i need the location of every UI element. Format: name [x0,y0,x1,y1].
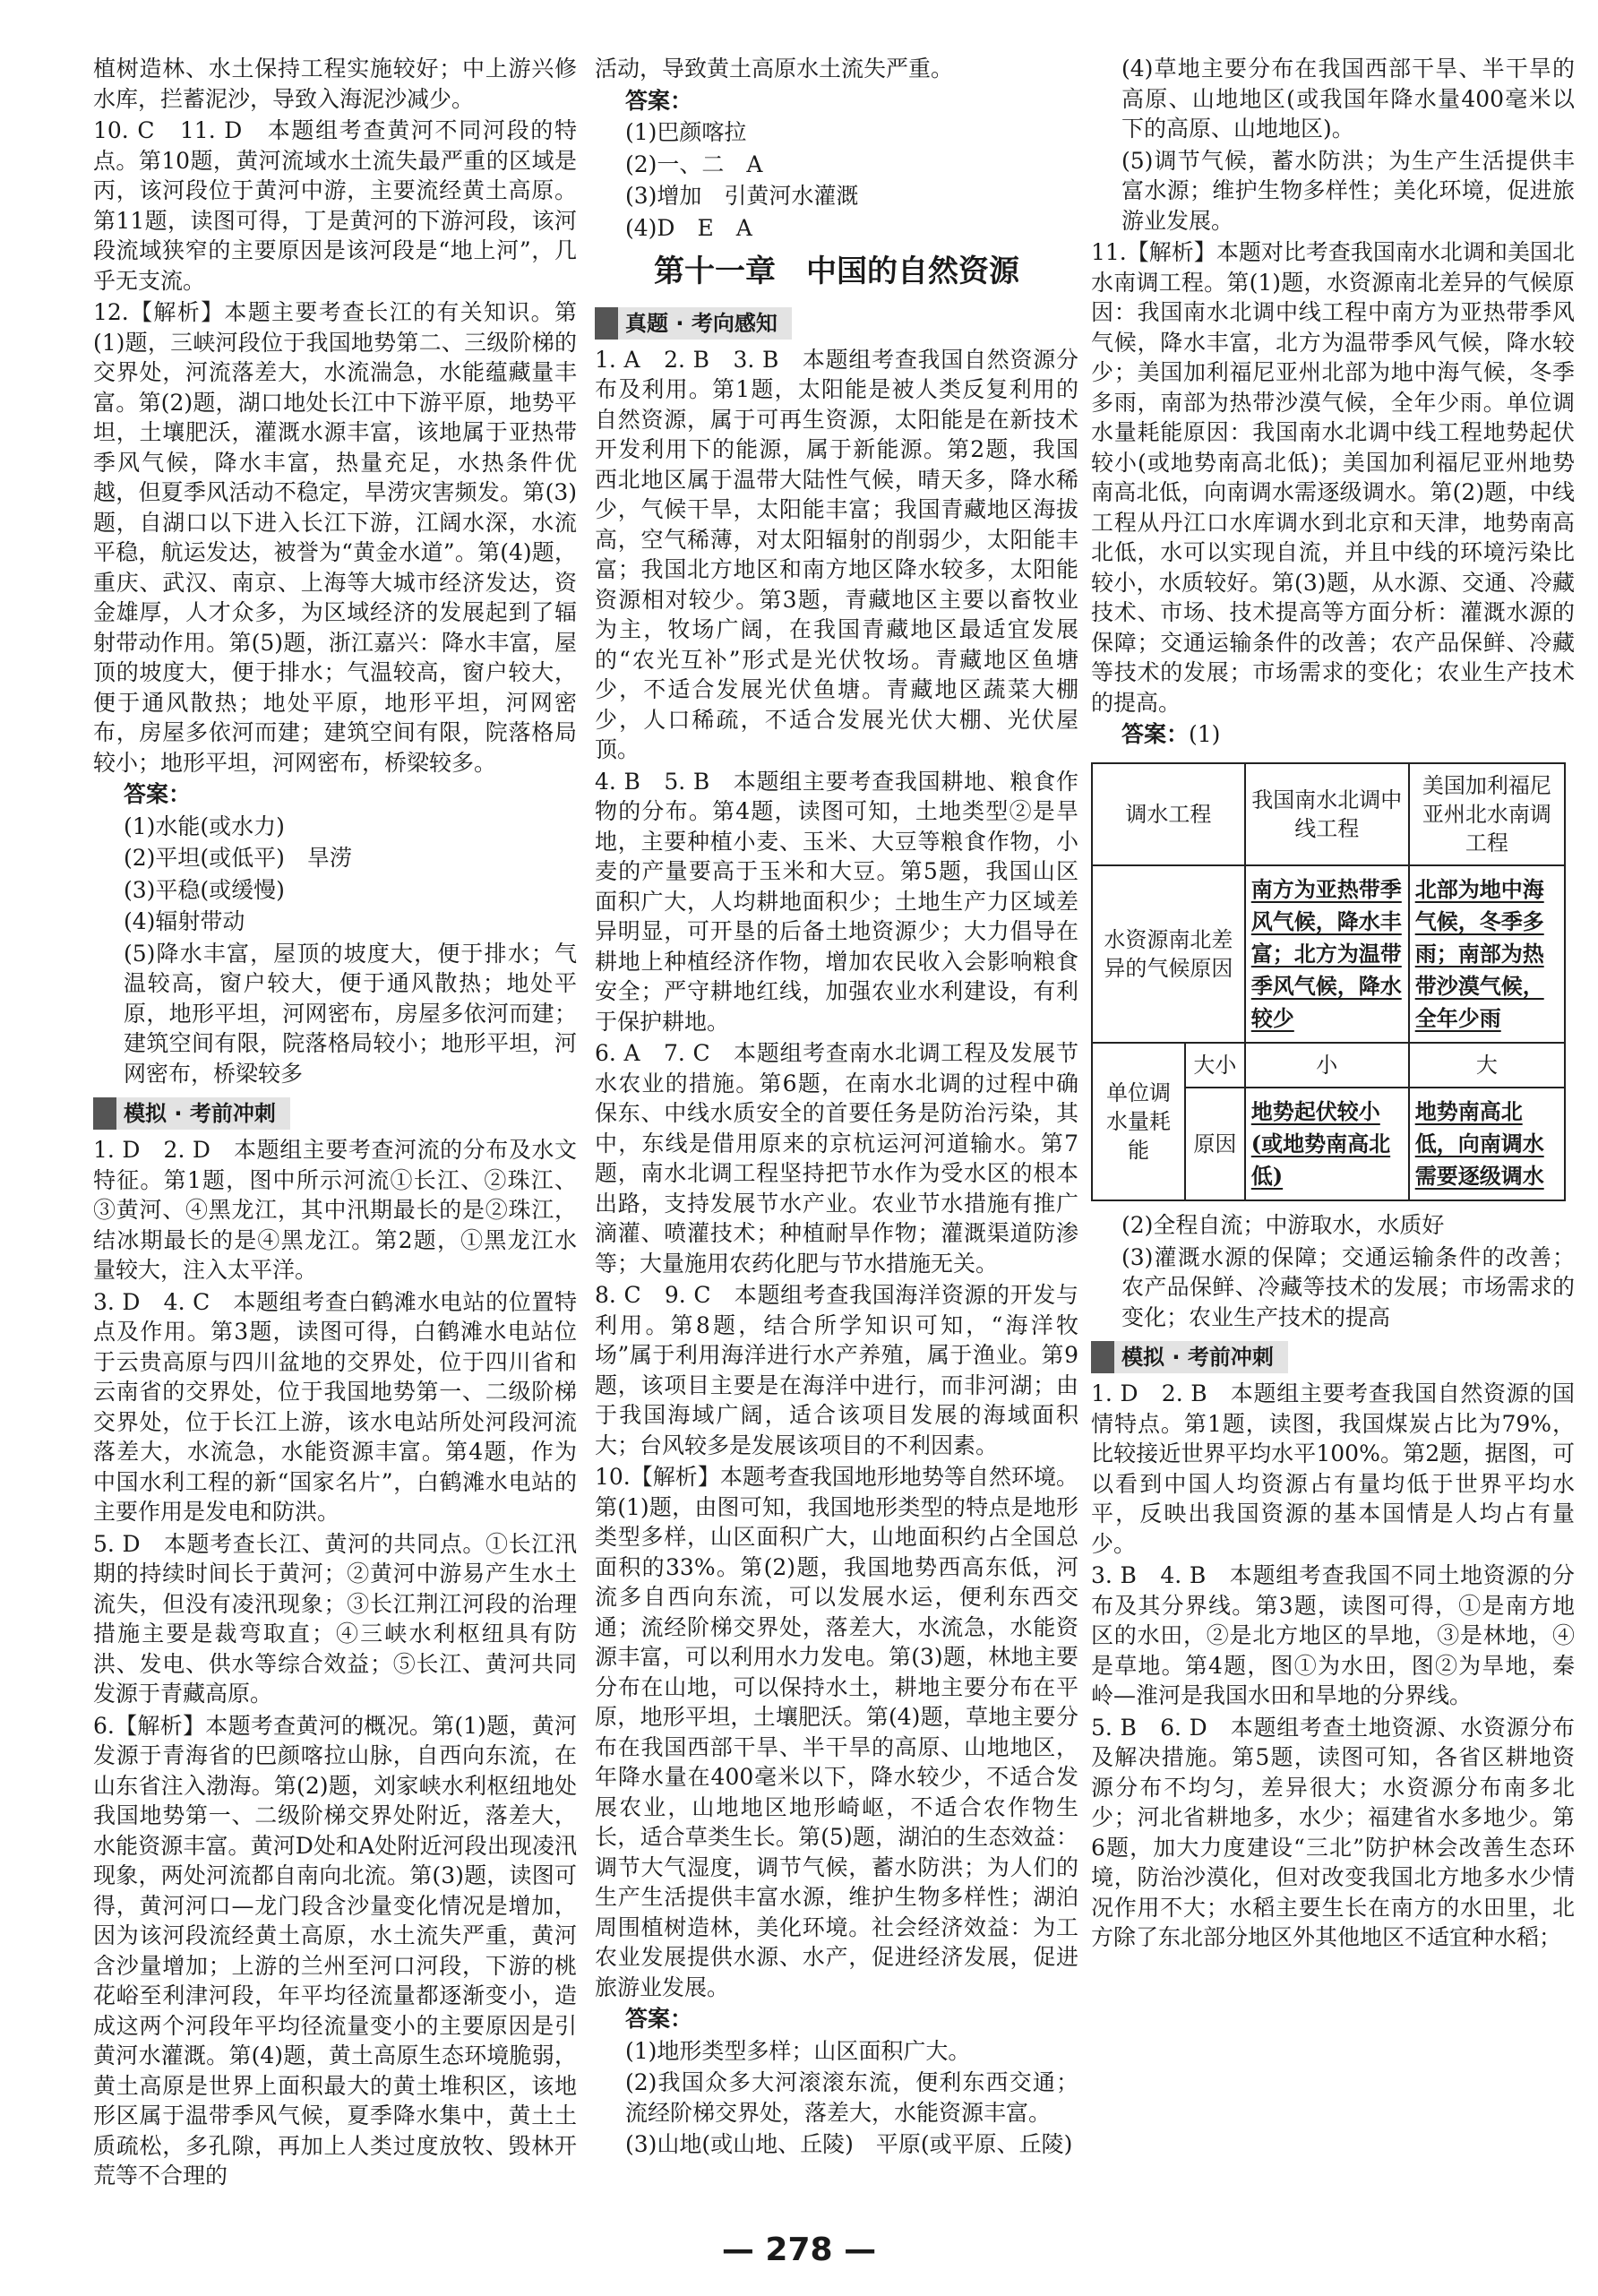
comparison-table [1091,762,1566,1202]
answer-1-3: 1. A 2. B 3. B 本题组考查我国自然资源分布及利用。第1题，太阳能是被人类反复利用的自然资源，属于可再生资源，太阳能是在新技术开发利用下的能源，属于新能源。第2题，我国西北地区属于温带大陆性气候，晴天多，降水稀少，气候干旱，太阳能丰富；我国青藏地区海拔高，空气稀薄，对太阳辐射的削弱少，太阳能丰富；我国北方地区和南方地区降水较多，太阳能资源相对较少。第3题，青藏地区主要以畜牧业为主，牧场广阔，在我国青藏地区最适宜发展的“农光互补”形式是光伏牧场。青藏地区鱼塘少，不适合发展光伏鱼塘。青藏地区蔬菜大棚少，人口稀疏，不适合发展光伏大棚、光伏屋顶。 [595,346,1078,763]
paragraph: 植树造林、水土保持工程实施较好；中上游兴修水库，拦蓄泥沙，导致入海泥沙减少。 [93,56,577,112]
answer-label-text: 答案： [1121,721,1190,747]
answer-line: (5)调节气候，蓄水防洪；为生产生活提供丰富水源；维护生物多样性；美化环境，促进旅游业发展。 [1121,147,1575,234]
table-row [1092,763,1565,865]
table-row [1092,865,1565,1043]
table-header-cell: 美国加利福尼亚州北水南调工程 [1409,763,1565,865]
answer-line: (3)增加 引黄河水灌溉 [625,183,859,209]
answer-line: (4)草地主要分布在我国西部干旱、半干旱的高原、山地地区(或我国年降水量400毫米以下的高原、山地地区)。 [1121,56,1575,142]
section-tag-mock: 模拟 · 考前冲刺 [93,1097,290,1130]
answer-line: (5)降水丰富，屋顶的坡度大，便于排水；气温较高，窗户较大，便于通风散热；地处平原，地形平坦，河网密布，房屋多依河而建；建筑空间有限，院落格局较小；地形平坦，河网密布，桥梁较多 [124,940,577,1087]
mock-answer-1-2: 1. D 2. B 本题组主要考查我国自然资源的国情特点。第1题，读图，我国煤炭占比为79%，比较接近世界平均水平100%。第2题，据图，可以看到中国人均资源占有量均低于世界平均水平，反映出我国资源的基本国情是人均占有量少。 [1091,1380,1575,1557]
column-middle [595,54,1078,2162]
answer-line: (2)全程自流；中游取水，水质好 [1121,1212,1445,1239]
mock-answer-3-4: 3. B 4. B 本题组考查我国不同土地资源的分布及其分界线。第3题，读图可得，①是南方地区的水田，②是北方地区的旱地，③是林地，④是草地。第4题，图①为水田，图②为旱地，秦岭—淮河是我国水田和旱地的分界线。 [1091,1562,1575,1709]
table-header-cell: 我国南水北调中线工程 [1245,763,1409,865]
table-cell: 单位调水量耗能 [1092,1043,1185,1200]
answer-line: (4)辐射带动 [124,908,245,934]
mock-answer-5-6: 5. B 6. D 本题组考查土地资源、水资源分布及解决措施。第5题，读图可知，各省区耕地资源分布不均匀，差异很大；水资源分布南多北少；河北省耕地多，水少；福建省水多地少。第6题，加大力度建设“三北”防护林会改善生态环境，防治沙漠化，但对改变我国北方地多水少情况作用不大；水稻主要生长在南方的水田里，北方除了东北部分地区外其他地区不适宜种水稻； [1091,1714,1575,1951]
table-cell: 北部为地中海气候，冬季多雨；南部为热带沙漠气候，全年少雨 [1409,865,1565,1043]
table-cell: 原因 [1185,1088,1245,1200]
answer-label: 答案： [625,87,693,114]
answer-11-analysis: 11.【解析】本题对比考查我国南水北调和美国北水南调工程。第(1)题，水资源南北差异的气候原因：我国南水北调中线工程中南方为亚热带季风气候，降水丰富，北方为温带季风气候，降水较少；美国加利福尼亚州北部为地中海气候，冬季多雨，南部为热带沙漠气候，全年少雨。单位调水量耗能原因：我国南水北调中线工程地势起伏较小(或地势南高北低)；美国加利福尼亚州地势南高北低，向南调水需逐级调水。第(2)题，中线工程从丹江口水库调水到北京和天津，地势南高北低，水可以实现自流，并且中线的环境污染比较小，水质较好。第(3)题，从水源、交通、冷藏技术、市场、技术提高等方面分析：灌溉水源的保障；交通运输条件的改善；农产品保鲜、冷藏等技术的发展；市场需求的变化；农业生产技术的提高。 [1091,239,1575,716]
section-tag-mock: 模拟 · 考前冲刺 [1091,1341,1288,1373]
column-left [93,54,577,2193]
answer-line: (1)水能(或水力) [124,813,285,839]
table-cell: 小 [1245,1043,1409,1088]
table-cell: 南方为亚热带季风气候，降水丰富；北方为温带季风气候，降水较少 [1245,865,1409,1043]
answer-line: (1)地形类型多样；山区面积广大。 [625,2037,971,2064]
mock-answer-1-2: 1. D 2. D 本题组主要考查河流的分布及水文特征。第1题，图中所示河流①长江、②珠江、③黄河、④黑龙江，其中汛期最长的是②珠江，结冰期最长的是④黑龙江。第2题，①黑龙江水量较大，注入太平洋。 [93,1137,577,1284]
table-cell: 水资源南北差异的气候原因 [1092,865,1245,1043]
section-tag-real: 真题 · 考向感知 [595,307,792,340]
answer-8-9: 8. C 9. C 本题组考查我国海洋资源的开发与利用。第8题，结合所学知识可知，“海洋牧场”属于利用海洋进行水产养殖，属于渔业。第9题，该项目主要是在海洋中进行，而非河湖；由于我国海域广阔，适合该项目发展的海域面积大；台风较多是发展该项目的不利因素。 [595,1282,1078,1458]
answer-line: (1) [1189,721,1221,747]
answer-line: (2)我国众多大河滚滚东流，便利东西交通；流经阶梯交界处，落差大，水能资源丰富。 [625,2069,1078,2126]
table-cell: 大 [1409,1043,1565,1088]
answer-12-analysis: 12.【解析】本题主要考查长江的有关知识。第(1)题，三峡河段位于我国地势第二、三级阶梯的交界处，河流落差大，水流湍急，水能蕴藏量丰富。第(2)题，湖口地处长江中下游平原，地势平坦，土壤肥沃，灌溉水源丰富，该地属于亚热带季风气候，降水丰富，热量充足，水热条件优越，但夏季风活动不稳定，旱涝灾害频发。第(3)题，自湖口以下进入长江下游，江阔水深，水流平稳，航运发达，被誉为“黄金水道”。第(4)题，重庆、武汉、南京、上海等大城市经济发达，资金雄厚，人才众多，为区域经济的发展起到了辐射带动作用。第(5)题，浙江嘉兴：降水丰富，屋顶的坡度大，便于排水；气温较高，窗户较大，便于通风散热；地处平原，地形平坦，河网密布，房屋多依河而建；建筑空间有限，院落格局较小；地形平坦，河网密布，桥梁较多。 [93,299,577,776]
answer-10-analysis: 10.【解析】本题考查我国地形地势等自然环境。第(1)题，由图可知，我国地形类型的特点是地形类型多样，山区面积广大，山地面积约占全国总面积的33%。第(2)题，我国地势西高东低，河流多自西向东流，可以发展水运，便利东西交通；流经阶梯交界处，落差大，水流急，水能资源丰富，可以利用水力发电。第(3)题，林地主要分布在山地，可以保持水土，耕地主要分布在平原，地形平坦，土壤肥沃。第(4)题，草地主要分布在我国西部干旱、半干旱的高原、山地地区，年降水量在400毫米以下，降水较少，不适合发展农业，山地地区地形崎岖，不适合农作物生长，适合草类生长。第(5)题，湖泊的生态效益：调节大气湿度，调节气候，蓄水防洪；为人们的生产生活提供丰富水源，维护生物多样性；湖泊周围植树造林，美化环境。社会经济效益：为工农业发展提供水源、水产，促进经济发展，促进旅游业发展。 [595,1464,1078,2000]
table-cell: 地势起伏较小(或地势南高北低) [1245,1088,1409,1200]
answer-line: (2)一、二 A [625,150,763,177]
mock-answer-5: 5. D 本题考查长江、黄河的共同点。①长江汛期的持续时间长于黄河；②黄河中游易产生水土流失，但没有凌汛现象；③长江荆江河段的治理措施主要是裁弯取直；④三峡水利枢纽具有防洪、发电、供水等综合效益；⑤长江、黄河共同发源于青藏高原。 [93,1530,577,1707]
answer-label: 答案： [124,781,192,807]
answer-6-7: 6. A 7. C 本题组考查南水北调工程及发展节水农业的措施。第6题，在南水北调的过程中确保东、中线水质安全的首要任务是防治污染，其中，东线是借用原来的京杭运河河道输水。第7题，南水北调工程坚持把节水作为受水区的根本出路，支持发展节水产业。农业节水措施有推广滴灌、喷灌技术；种植耐旱作物；灌溉渠道防渗等；大量施用农药化肥与节水措施无关。 [595,1040,1078,1277]
table-cell: 地势南高北低，向南调水需要逐级调水 [1409,1088,1565,1200]
mock-answer-6: 6.【解析】本题考查黄河的概况。第(1)题，黄河发源于青海省的巴颜喀拉山脉，自西向东流，在山东省注入渤海。第(2)题，刘家峡水利枢纽地处我国地势第一、二级阶梯交界处附近，落差大，水能资源丰富。黄河D处和A处附近河段出现凌汛现象，两处河流都自南向北流。第(3)题，读图可得，黄河河口—龙门段含沙量变化情况是增加，因为该河段流经黄土高原，水土流失严重，黄河含沙量增加；上游的兰州至河口河段，下游的桃花峪至利津河段，年平均径流量都逐渐变小，造成这两个河段年平均径流量变小的主要原因是引黄河水灌溉。第(4)题，黄土高原生态环境脆弱，黄土高原是世界上面积最大的黄土堆积区，该地形区属于温带季风气候，夏季降水集中，黄土土质疏松，多孔隙，再加上人类过度放牧、毁林开荒等不合理的 [93,1712,577,2189]
answer-line: (1)巴颜喀拉 [625,119,747,145]
table-row [1092,1043,1565,1088]
column-right [1091,54,1575,1955]
mock-answer-3-4: 3. D 4. C 本题组考查白鹤滩水电站的位置特点及作用。第3题，读图可得，白鹤滩水电站位于云贵高原与四川盆地的交界处，位于四川省和云南省的交界处，位于我国地势第一、二级阶梯交界处，位于长江上游，该水电站所处河段河流落差大，水流急，水能资源丰富。第4题，作为中国水利工程的新“国家名片”，白鹤滩水电站的主要作用是发电和防洪。 [93,1288,577,1526]
answer-label [1091,719,1575,750]
answer-label: 答案： [625,2006,693,2033]
answer-line: (3)平稳(或缓慢) [124,876,285,903]
answer-line: (3)灌溉水源的保障；交通运输条件的改善；农产品保鲜、冷藏等技术的发展；市场需求的变化；农业生产技术的提高 [1121,1243,1575,1330]
table-header-cell: 调水工程 [1092,763,1245,865]
answer-10-11: 10. C 11. D 本题组考查黄河不同河段的特点。第10题，黄河流域水土流失最严重的区域是丙，该河段位于黄河中游，主要流经黄土高原。第11题，读图可得，丁是黄河的下游河段，该河段流域狭窄的主要原因是该河段是“地上河”，几乎无支流。 [93,117,577,294]
table-cell: 大小 [1185,1043,1245,1088]
answer-line: (2)平坦(或低平) 旱涝 [124,845,352,871]
paragraph: 活动，导致黄土高原水土流失严重。 [595,56,954,82]
page-number: — 278 — [721,2232,877,2268]
answer-line: (4)D E A [625,214,752,241]
answer-line: (3)山地(或山地、丘陵) 平原(或平原、丘陵) [625,2131,1073,2158]
answer-4-5: 4. B 5. B 本题组主要考查我国耕地、粮食作物的分布。第4题，读图可知，土地类型②是旱地，主要种植小麦、玉米、大豆等粮食作物，小麦的产量要高于玉米和大豆。第5题，我国山区面积广大，人均耕地面积少；土地生产力区域差异明显，可开垦的后备土地资源少；大力倡导在耕地上种植经济作物，增加农民收入会影响粮食安全；严守耕地红线，加强农业水利建设，有利于保护耕地。 [595,768,1078,1035]
chapter-title: 第十一章 中国的自然资源 [654,254,1019,289]
